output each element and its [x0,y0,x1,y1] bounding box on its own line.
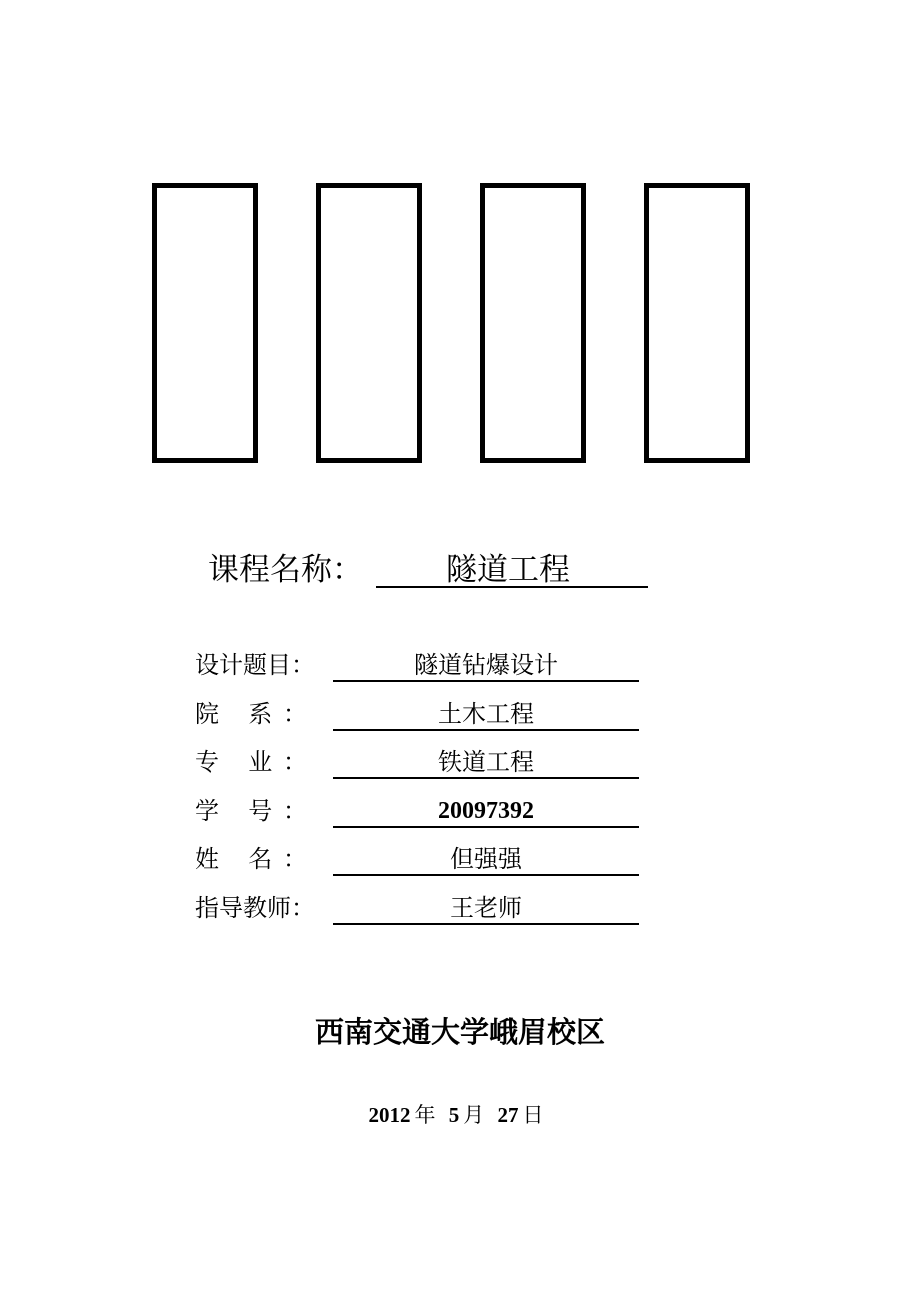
student-id-value: 20097392 [438,797,534,824]
major-value: 铁道工程 [438,748,534,776]
title-character-box [316,183,422,463]
design-topic-label: 设计题目： [195,651,315,679]
date-year-unit: 年 [414,1103,436,1127]
major-label: 专 业： [195,748,308,776]
date-line [0,1098,920,1132]
info-row-design-topic [195,644,655,693]
design-topic-value: 隧道钻爆设计 [414,651,558,679]
advisor-label: 指导教师： [195,893,315,922]
advisor-field [333,891,639,925]
info-row-name [195,838,655,887]
school-name: 西南交通大学峨眉校区 [314,1015,605,1049]
department-field [333,697,639,731]
course-name-field [376,548,648,588]
department-label: 院 系： [195,699,308,728]
date-year: 2012 [368,1103,411,1127]
title-character-box [480,183,586,463]
name-field [333,842,639,876]
info-row-advisor [195,887,655,936]
date-month-unit: 月 [463,1103,485,1127]
course-name-value: 隧道工程 [446,552,570,588]
department-value: 土木工程 [438,699,534,728]
title-character-box [152,183,258,463]
info-row-major [195,741,655,790]
course-name-label: 课程名称： [208,552,363,588]
design-topic-field [333,648,639,682]
info-row-department [195,693,655,742]
date-day: 27 [497,1103,519,1127]
name-value: 但强强 [450,845,522,873]
date-month: 5 [448,1103,460,1127]
date-day-unit: 日 [522,1103,544,1127]
student-id-label: 学 号： [195,796,308,825]
title-character-box [644,183,750,463]
course-name-row [208,548,668,592]
major-field [333,745,639,779]
student-id-field [333,794,639,828]
name-label: 姓 名： [195,845,308,873]
info-list [195,644,655,935]
info-row-student-id [195,790,655,839]
advisor-value: 王老师 [450,893,522,922]
